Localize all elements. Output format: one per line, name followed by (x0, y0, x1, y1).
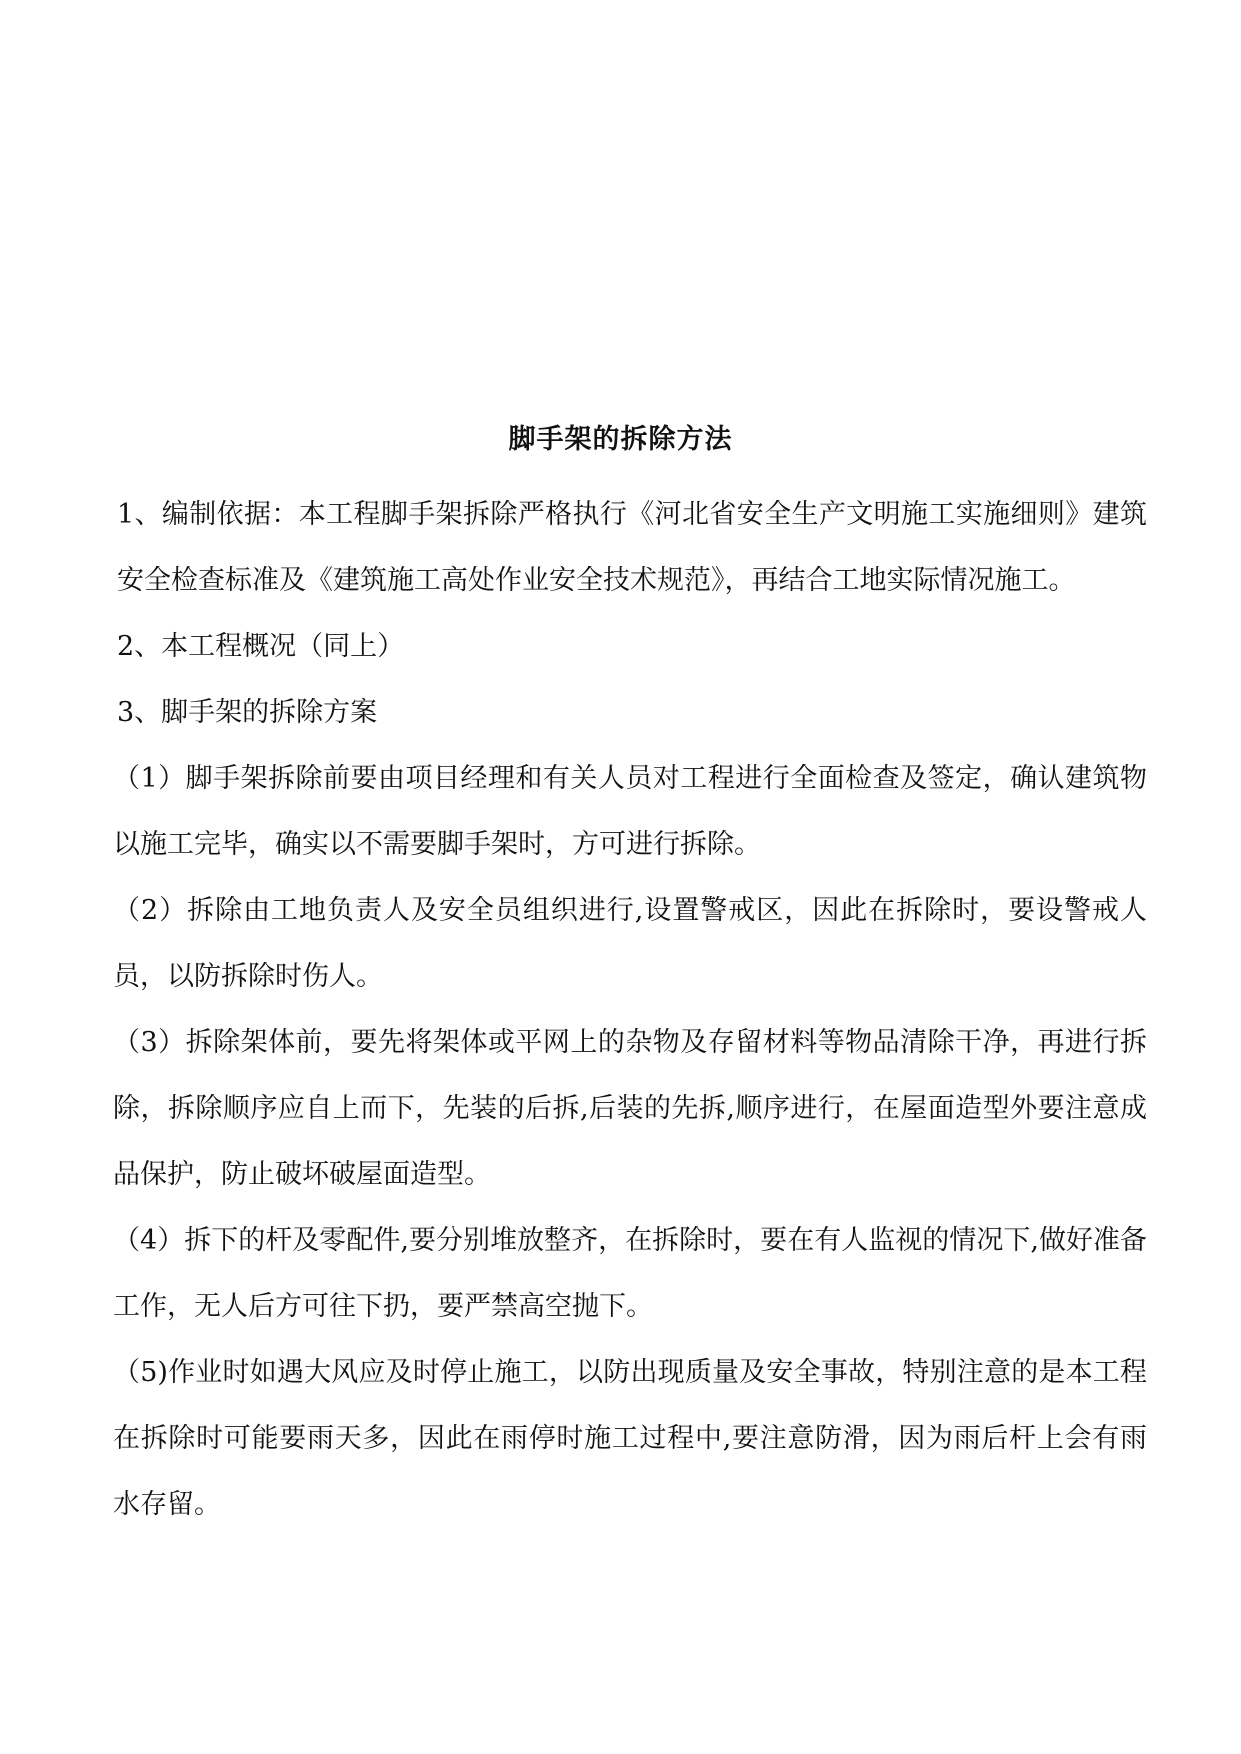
paragraph-overview: 2、本工程概况（同上） (117, 631, 405, 662)
document-title: 脚手架的拆除方法 (508, 424, 733, 455)
paragraph-basis: 1、编制依据：本工程脚手架拆除严格执行《河北省安全生产文明施工实施细则》建筑安全检查标准及《建筑施工高处作业安全技术规范》，再结合工地实际情况施工。 (117, 499, 1147, 596)
paragraph-item-5: （5)作业时如遇大风应及时停止施工，以防出现质量及安全事故，特别注意的是本工程在拆除时可能要雨天多，因此在雨停时施工过程中,要注意防滑，因为雨后杆上会有雨水存留。 (113, 1357, 1147, 1520)
paragraph-item-2: （2）拆除由工地负责人及安全员组织进行,设置警戒区，因此在拆除时，要设警戒人员，以防拆除时伤人。 (113, 895, 1147, 992)
paragraph-item-3: （3）拆除架体前，要先将架体或平网上的杂物及存留材料等物品清除干净，再进行拆除，拆除顺序应自上而下，先装的后拆,后装的先拆,顺序进行，在屋面造型外要注意成品保护，防止破坏破屋面造型。 (113, 1027, 1147, 1190)
document-body (113, 482, 1147, 1538)
paragraph-item-4: （4）拆下的杆及零配件,要分别堆放整齐，在拆除时，要在有人监视的情况下,做好准备工作，无人后方可往下扔，要严禁高空抛下。 (113, 1225, 1147, 1322)
paragraph-plan-heading: 3、脚手架的拆除方案 (117, 697, 378, 728)
paragraph-item-1: （1）脚手架拆除前要由项目经理和有关人员对工程进行全面检查及签定，确认建筑物以施工完毕，确实以不需要脚手架时，方可进行拆除。 (113, 763, 1147, 860)
